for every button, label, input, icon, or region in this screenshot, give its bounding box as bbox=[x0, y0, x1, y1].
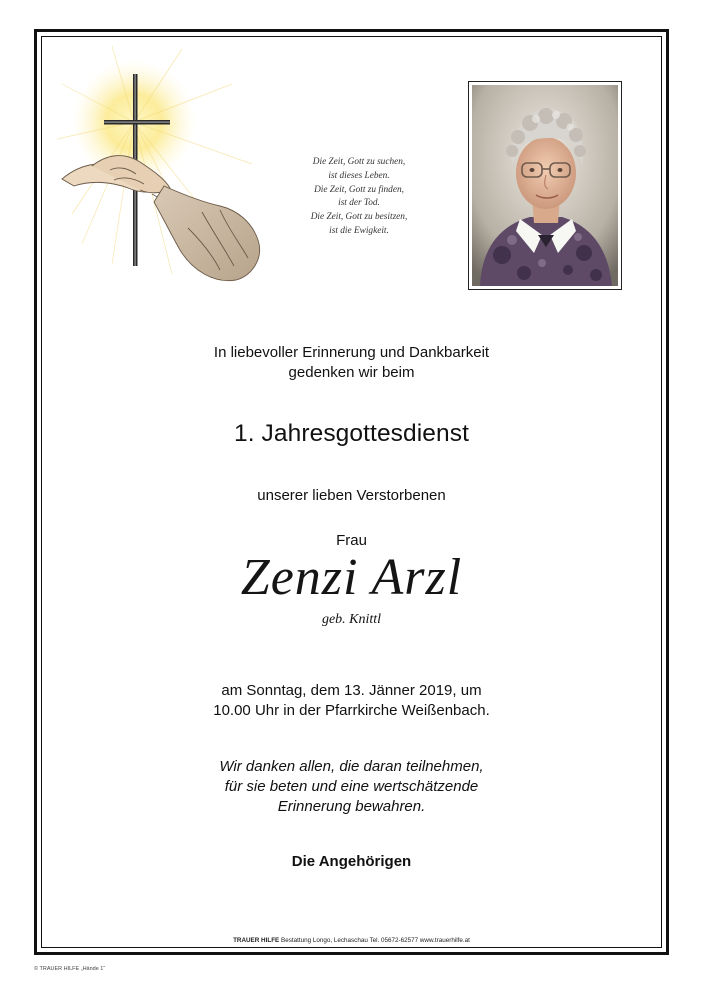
copyright-note: © TRAUER HILFE „Hände 1“ bbox=[34, 966, 106, 972]
signature: Die Angehörigen bbox=[291, 853, 412, 870]
poem bbox=[278, 156, 440, 239]
poem-line: ist der Tod. bbox=[338, 198, 380, 209]
poem-line: Die Zeit, Gott zu finden, bbox=[314, 184, 404, 195]
poem-line: Die Zeit, Gott zu suchen, bbox=[312, 157, 406, 167]
thanks-line: Erinnerung bewahren. bbox=[277, 798, 426, 815]
poem-line: ist dieses Leben. bbox=[328, 170, 390, 181]
service-details bbox=[41, 681, 662, 721]
thanks-line: Wir danken allen, die daran teilnehmen, bbox=[219, 758, 484, 775]
portrait-frame bbox=[468, 81, 622, 290]
details-line: am Sonntag, dem 13. Jänner 2019, um bbox=[221, 682, 482, 699]
thanks-text bbox=[41, 757, 662, 817]
footer-brand: TRAUER HILFE bbox=[233, 937, 280, 944]
deceased-name: Zenzi Arzl bbox=[240, 549, 463, 606]
deceased-intro: unserer lieben Verstorbenen bbox=[257, 487, 446, 504]
salutation: Frau bbox=[336, 532, 367, 549]
intro-line: In liebevoller Erinnerung und Dankbarkeit bbox=[213, 344, 490, 361]
footer bbox=[41, 937, 662, 944]
poem-line: ist die Ewigkeit. bbox=[329, 225, 389, 236]
poem-line: Die Zeit, Gott zu besitzen, bbox=[310, 212, 408, 223]
details-line: 10.00 Uhr in der Pfarrkirche Weißenbach. bbox=[213, 702, 490, 719]
portrait-photo bbox=[472, 85, 618, 286]
thanks-line: für sie beten und eine wertschätzende bbox=[224, 778, 479, 795]
intro-line: gedenken wir beim bbox=[288, 364, 415, 381]
footer-text: Bestattung Longo, Lechaschau Tel. 05672-62577 www.trauerhilfe.at bbox=[279, 937, 470, 944]
intro-text bbox=[41, 343, 662, 383]
service-title: 1. Jahresgottesdienst bbox=[234, 420, 469, 447]
maiden-name: geb. Knittl bbox=[321, 612, 382, 627]
cross-hands-illustration bbox=[52, 44, 282, 294]
